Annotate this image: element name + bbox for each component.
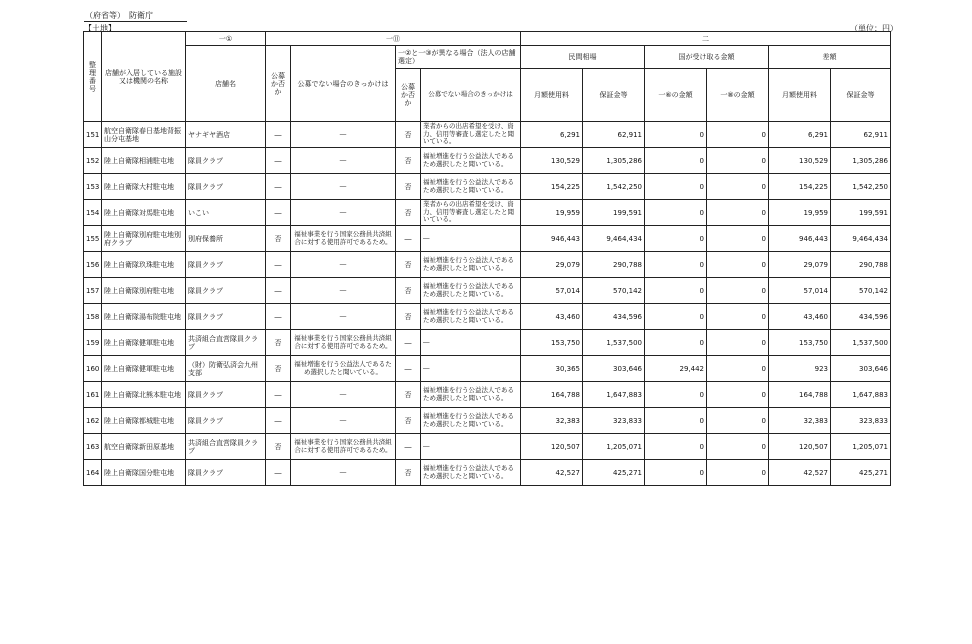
reason-nonpublic-2: ―: [421, 356, 521, 382]
public-bid-2: 否: [396, 122, 421, 148]
public-bid: ―: [266, 252, 291, 278]
store-name: 隊員クラブ: [186, 382, 266, 408]
diff-deposit: 570,142: [831, 278, 891, 304]
public-bid-2: 否: [396, 304, 421, 330]
reason-nonpublic: 福祉増進を行う公益法人であるため選択したと聞いている。: [291, 356, 396, 382]
public-bid: ―: [266, 122, 291, 148]
facility-name: 航空自衛隊新田原基地: [102, 434, 186, 460]
facility-name: 陸上自衛隊湯布院駐屯地: [102, 304, 186, 330]
diff-monthly-fee: 946,443: [769, 226, 831, 252]
diff-monthly-fee: 57,014: [769, 278, 831, 304]
amount-col6: 0: [645, 252, 707, 278]
header-market: 民間相場: [521, 46, 645, 69]
table-row: [84, 330, 891, 356]
table-row: [84, 434, 891, 460]
market-monthly-fee: 57,014: [521, 278, 583, 304]
public-bid-2: ―: [396, 356, 421, 382]
store-name: 隊員クラブ: [186, 278, 266, 304]
land-table: [83, 31, 891, 486]
market-deposit: 1,647,883: [583, 382, 645, 408]
reason-nonpublic-2: 福祉増進を行う公益法人であるため選択したと聞いている。: [421, 408, 521, 434]
reason-nonpublic: ―: [291, 408, 396, 434]
market-deposit: 1,205,071: [583, 434, 645, 460]
reason-nonpublic: ―: [291, 174, 396, 200]
facility-name: 陸上自衛隊大村駐屯地: [102, 174, 186, 200]
reason-nonpublic: ―: [291, 200, 396, 226]
table-row: [84, 122, 891, 148]
reason-nonpublic: ―: [291, 382, 396, 408]
row-number: 157: [84, 278, 102, 304]
row-number: 163: [84, 434, 102, 460]
header-public-bid-2: 公募か否か: [396, 69, 421, 122]
header-diff: 差額: [769, 46, 891, 69]
reason-nonpublic-2: 福祉増進を行う公益法人であるため選択したと聞いている。: [421, 148, 521, 174]
market-deposit: 1,305,286: [583, 148, 645, 174]
group-11: 一⑪: [266, 32, 521, 46]
amount-col8: 0: [707, 304, 769, 330]
facility-name: 陸上自衛隊別府駐屯地: [102, 278, 186, 304]
header-col8: 一⑧の金額: [707, 69, 769, 122]
public-bid: ―: [266, 200, 291, 226]
market-monthly-fee: 946,443: [521, 226, 583, 252]
ministry-label: （府省等） 防衛庁: [85, 11, 153, 20]
market-deposit: 9,464,434: [583, 226, 645, 252]
diff-monthly-fee: 130,529: [769, 148, 831, 174]
table-row: [84, 148, 891, 174]
facility-name: 陸上自衛隊別府駐屯地別府クラブ: [102, 226, 186, 252]
public-bid: 否: [266, 330, 291, 356]
amount-col6: 0: [645, 200, 707, 226]
public-bid-2: 否: [396, 252, 421, 278]
market-monthly-fee: 164,788: [521, 382, 583, 408]
diff-monthly-fee: 120,507: [769, 434, 831, 460]
market-monthly-fee: 43,460: [521, 304, 583, 330]
reason-nonpublic-2: 福祉増進を行う公益法人であるため選択したと聞いている。: [421, 304, 521, 330]
amount-col8: 0: [707, 122, 769, 148]
diff-monthly-fee: 42,527: [769, 460, 831, 486]
header-received: 国が受け取る金額: [645, 46, 769, 69]
public-bid: ―: [266, 174, 291, 200]
public-bid-2: ―: [396, 434, 421, 460]
diff-monthly-fee: 6,291: [769, 122, 831, 148]
reason-nonpublic: ―: [291, 252, 396, 278]
public-bid: ―: [266, 278, 291, 304]
row-number: 164: [84, 460, 102, 486]
store-name: （財）防衛弘済会九州支部: [186, 356, 266, 382]
amount-col8: 0: [707, 174, 769, 200]
store-name: 隊員クラブ: [186, 408, 266, 434]
facility-name: 陸上自衛隊健軍駐屯地: [102, 356, 186, 382]
diff-deposit: 9,464,434: [831, 226, 891, 252]
amount-col6: 0: [645, 382, 707, 408]
reason-nonpublic: ―: [291, 278, 396, 304]
market-monthly-fee: 6,291: [521, 122, 583, 148]
public-bid: 否: [266, 434, 291, 460]
amount-col8: 0: [707, 226, 769, 252]
amount-col8: 0: [707, 200, 769, 226]
amount-col6: 0: [645, 122, 707, 148]
table-row: [84, 304, 891, 330]
public-bid-2: 否: [396, 408, 421, 434]
header-diff-deposit: 保証金等: [831, 69, 891, 122]
market-monthly-fee: 120,507: [521, 434, 583, 460]
amount-col8: 0: [707, 460, 769, 486]
diff-deposit: 1,305,286: [831, 148, 891, 174]
table-row: [84, 382, 891, 408]
store-name: 隊員クラブ: [186, 148, 266, 174]
store-name: 共済組合直営隊員クラブ: [186, 434, 266, 460]
diff-monthly-fee: 923: [769, 356, 831, 382]
header-facility: 店舗が入居している施設又は機関の名称: [102, 32, 186, 122]
reason-nonpublic-2: 福祉増進を行う公益法人であるため選択したと聞いている。: [421, 174, 521, 200]
reason-nonpublic: ―: [291, 148, 396, 174]
row-number: 160: [84, 356, 102, 382]
store-name: 別府保養所: [186, 226, 266, 252]
amount-col6: 0: [645, 148, 707, 174]
public-bid-2: 否: [396, 200, 421, 226]
public-bid-2: 否: [396, 278, 421, 304]
market-deposit: 570,142: [583, 278, 645, 304]
table-row: [84, 460, 891, 486]
market-deposit: 425,271: [583, 460, 645, 486]
table-row: [84, 252, 891, 278]
table-row: [84, 226, 891, 252]
header-reason-2: 公募でない場合のきっかけは: [421, 69, 521, 122]
diff-monthly-fee: 164,788: [769, 382, 831, 408]
row-number: 156: [84, 252, 102, 278]
facility-name: 陸上自衛隊相浦駐屯地: [102, 148, 186, 174]
facility-name: 陸上自衛隊対馬駐屯地: [102, 200, 186, 226]
amount-col8: 0: [707, 148, 769, 174]
reason-nonpublic: 福祉事業を行う国家公務員共済組合に対する使用許可であるため。: [291, 330, 396, 356]
group-header-row: [84, 32, 891, 46]
store-name: 隊員クラブ: [186, 304, 266, 330]
group-2: 二: [521, 32, 891, 46]
public-bid-2: ―: [396, 226, 421, 252]
diff-monthly-fee: 19,959: [769, 200, 831, 226]
amount-col6: 0: [645, 330, 707, 356]
facility-name: 陸上自衛隊国分駐屯地: [102, 460, 186, 486]
row-number: 151: [84, 122, 102, 148]
store-name: 共済組合直営隊員クラブ: [186, 330, 266, 356]
amount-col6: 0: [645, 434, 707, 460]
diff-deposit: 290,788: [831, 252, 891, 278]
facility-name: 陸上自衛隊北熊本駐屯地: [102, 382, 186, 408]
reason-nonpublic-2: 業者からの出店希望を受け、資力、信用等審査し選定したと聞いている。: [421, 200, 521, 226]
amount-col6: 0: [645, 174, 707, 200]
market-deposit: 290,788: [583, 252, 645, 278]
diff-deposit: 62,911: [831, 122, 891, 148]
market-monthly-fee: 32,383: [521, 408, 583, 434]
diff-deposit: 434,596: [831, 304, 891, 330]
facility-name: 航空自衛隊春日基地背振山分屯基地: [102, 122, 186, 148]
header-reason: 公募でない場合のきっかけは: [291, 46, 396, 122]
store-name: 隊員クラブ: [186, 174, 266, 200]
unit-label: （単位：円）: [850, 24, 898, 33]
amount-col8: 0: [707, 252, 769, 278]
facility-name: 陸上自衛隊健軍駐屯地: [102, 330, 186, 356]
reason-nonpublic-2: 福祉増進を行う公益法人であるため選択したと聞いている。: [421, 382, 521, 408]
store-name: いこい: [186, 200, 266, 226]
reason-nonpublic: 福祉事業を行う国家公務員共済組合に対する使用許可であるため。: [291, 226, 396, 252]
market-deposit: 1,542,250: [583, 174, 645, 200]
market-monthly-fee: 29,079: [521, 252, 583, 278]
amount-col6: 0: [645, 278, 707, 304]
header-diff-monthly: 月額使用料: [769, 69, 831, 122]
amount-col6: 0: [645, 408, 707, 434]
market-deposit: 1,537,500: [583, 330, 645, 356]
amount-col6: 29,442: [645, 356, 707, 382]
diff-deposit: 1,542,250: [831, 174, 891, 200]
store-name: ヤナギヤ酒店: [186, 122, 266, 148]
diff-deposit: 303,646: [831, 356, 891, 382]
diff-monthly-fee: 32,383: [769, 408, 831, 434]
amount-col6: 0: [645, 226, 707, 252]
category-label: 【土地】: [84, 24, 116, 33]
facility-name: 陸上自衛隊玖珠駐屯地: [102, 252, 186, 278]
row-number: 158: [84, 304, 102, 330]
public-bid: 否: [266, 226, 291, 252]
public-bid: ―: [266, 148, 291, 174]
row-number: 154: [84, 200, 102, 226]
diff-deposit: 1,647,883: [831, 382, 891, 408]
header-store: 店舗名: [186, 46, 266, 122]
market-monthly-fee: 19,959: [521, 200, 583, 226]
market-deposit: 434,596: [583, 304, 645, 330]
diff-deposit: 1,537,500: [831, 330, 891, 356]
row-number: 162: [84, 408, 102, 434]
row-number: 152: [84, 148, 102, 174]
amount-col8: 0: [707, 278, 769, 304]
market-deposit: 323,833: [583, 408, 645, 434]
table-row: [84, 408, 891, 434]
reason-nonpublic: ―: [291, 460, 396, 486]
row-number: 159: [84, 330, 102, 356]
amount-col8: 0: [707, 356, 769, 382]
store-name: 隊員クラブ: [186, 252, 266, 278]
table-row: [84, 278, 891, 304]
ministry-underline: [84, 21, 187, 22]
reason-nonpublic: 福祉事業を行う国家公務員共済組合に対する使用許可であるため。: [291, 434, 396, 460]
header-market-deposit: 保証金等: [583, 69, 645, 122]
diff-monthly-fee: 153,750: [769, 330, 831, 356]
reason-nonpublic: ―: [291, 304, 396, 330]
table-row: [84, 174, 891, 200]
market-monthly-fee: 42,527: [521, 460, 583, 486]
public-bid-2: 否: [396, 382, 421, 408]
market-monthly-fee: 130,529: [521, 148, 583, 174]
header-public-bid: 公募か否か: [266, 46, 291, 122]
reason-nonpublic-2: 福祉増進を行う公益法人であるため選択したと聞いている。: [421, 252, 521, 278]
market-monthly-fee: 30,365: [521, 356, 583, 382]
table-row: [84, 200, 891, 226]
row-number: 161: [84, 382, 102, 408]
market-deposit: 62,911: [583, 122, 645, 148]
public-bid: ―: [266, 304, 291, 330]
group-1: 一①: [186, 32, 266, 46]
market-deposit: 303,646: [583, 356, 645, 382]
public-bid-2: ―: [396, 330, 421, 356]
sub-header-row: [84, 46, 891, 69]
public-bid: ―: [266, 408, 291, 434]
public-bid-2: 否: [396, 460, 421, 486]
facility-name: 陸上自衛隊都城駐屯地: [102, 408, 186, 434]
reason-nonpublic: ―: [291, 122, 396, 148]
public-bid-2: 否: [396, 148, 421, 174]
diff-deposit: 1,205,071: [831, 434, 891, 460]
reason-nonpublic-2: 福祉増進を行う公益法人であるため選択したと聞いている。: [421, 278, 521, 304]
public-bid: ―: [266, 460, 291, 486]
market-monthly-fee: 153,750: [521, 330, 583, 356]
header-diff-case: 一②と一③が異なる場合（法人の店舗選定）: [396, 46, 521, 69]
reason-nonpublic-2: ―: [421, 226, 521, 252]
header-market-monthly: 月額使用料: [521, 69, 583, 122]
reason-nonpublic-2: 業者からの出店希望を受け、資力、信用等審査し選定したと聞いている。: [421, 122, 521, 148]
header-no: 整理番号: [84, 32, 102, 122]
store-name: 隊員クラブ: [186, 460, 266, 486]
public-bid-2: 否: [396, 174, 421, 200]
row-number: 155: [84, 226, 102, 252]
reason-nonpublic-2: ―: [421, 330, 521, 356]
public-bid: ―: [266, 382, 291, 408]
diff-deposit: 199,591: [831, 200, 891, 226]
amount-col6: 0: [645, 304, 707, 330]
diff-monthly-fee: 29,079: [769, 252, 831, 278]
market-deposit: 199,591: [583, 200, 645, 226]
row-number: 153: [84, 174, 102, 200]
header-col6: 一⑥の金額: [645, 69, 707, 122]
diff-monthly-fee: 154,225: [769, 174, 831, 200]
amount-col8: 0: [707, 434, 769, 460]
amount-col8: 0: [707, 408, 769, 434]
reason-nonpublic-2: 福祉増進を行う公益法人であるため選択したと聞いている。: [421, 460, 521, 486]
amount-col8: 0: [707, 330, 769, 356]
public-bid: 否: [266, 356, 291, 382]
diff-deposit: 425,271: [831, 460, 891, 486]
diff-deposit: 323,833: [831, 408, 891, 434]
amount-col6: 0: [645, 460, 707, 486]
diff-monthly-fee: 43,460: [769, 304, 831, 330]
reason-nonpublic-2: ―: [421, 434, 521, 460]
amount-col8: 0: [707, 382, 769, 408]
table-row: [84, 356, 891, 382]
market-monthly-fee: 154,225: [521, 174, 583, 200]
